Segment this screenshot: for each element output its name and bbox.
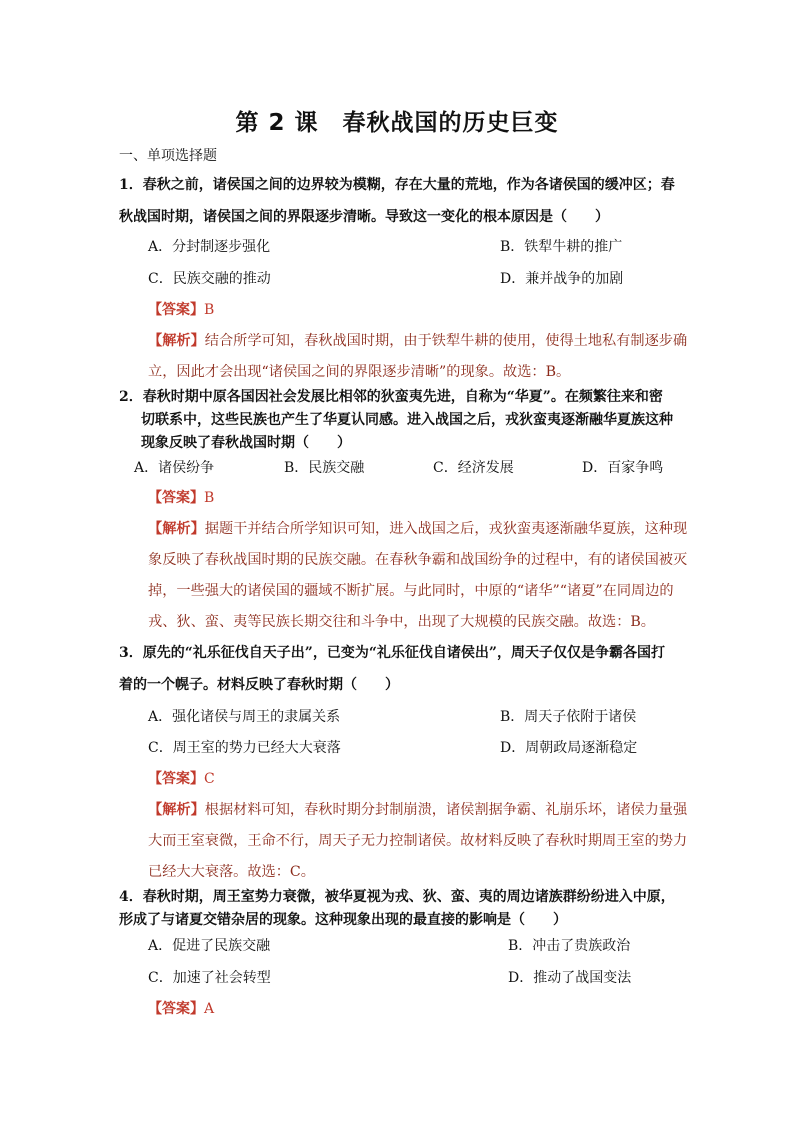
- question-1-explanation: 【解析】结合所学可知，春秋战国时期，由于铁犁牛耕的使用，使得土地私有制逐步确立，因此才会出现“诸侯国之间的界限逐步清晰”的现象。故选：B。: [148, 333, 688, 380]
- question-3-option-d: D．周朝政局逐渐稳定: [500, 740, 638, 756]
- question-4-option-d: D．推动了战国变法: [508, 970, 632, 986]
- question-4-option-a: A．促进了民族交融: [148, 938, 271, 954]
- question-4-stem: 4．春秋时期，周王室势力衰微，被华夏视为戎、狄、蛮、夷的周边诸族群纷纷进入中原， 形成了与诸夏交错杂居的现象。这种现象出现的最直接的影响是（ ）: [119, 889, 675, 928]
- page-title: 第 2 课 春秋战国的历史巨变: [235, 110, 559, 136]
- question-1-answer: 【答案】B: [148, 302, 215, 318]
- question-1-stem: 1．春秋之前，诸侯国之间的边界较为模糊，存在大量的荒地，作为各诸侯国的缓冲区；春 秋战国时期，诸侯国之间的界限逐步清晰。导致这一变化的根本原因是（ ）: [119, 177, 675, 225]
- question-4-option-c: C．加速了社会转型: [148, 970, 271, 986]
- question-2-option-c: C．经济发展: [433, 460, 514, 476]
- question-1-option-d: D．兼并战争的加剧: [500, 271, 624, 287]
- question-3-explanation: 【解析】根据材料可知，春秋时期分封制崩溃，诸侯割据争霸、礼崩乐坏，诸侯力量强大而王室衰微，王命不行，周天子无力控制诸侯。故材料反映了春秋时期周王室的势力已经大大衰落。故选：C。: [148, 802, 688, 880]
- question-2-stem: 2．春秋时期中原各国因社会发展比相邻的狄蛮夷先进，自称为“华夏”。在频繁往来和密 切联系中，这些民族也产生了华夏认同感。进入战国之后，戎狄蛮夷逐渐融华夏族这种 现象反映了春秋战国时期（ ）: [119, 389, 673, 451]
- section-heading: 一、单项选择题: [119, 148, 217, 164]
- question-3-answer: 【答案】C: [148, 771, 215, 787]
- question-2-option-a: A．诸侯纷争: [134, 460, 215, 476]
- question-3-option-b: B．周天子依附于诸侯: [500, 709, 637, 725]
- question-1-option-c: C．民族交融的推动: [148, 271, 271, 287]
- question-3-option-c: C．周王室的势力已经大大衰落: [148, 740, 341, 756]
- question-1-option-a: A．分封制逐步强化: [148, 239, 271, 255]
- question-2-option-d: D．百家争鸣: [582, 460, 664, 476]
- question-1-option-b: B．铁犁牛耕的推广: [500, 239, 623, 255]
- question-3-stem: 3．原先的“礼乐征伐自天子出”，已变为“礼乐征伐自诸侯出”，周天子仅仅是争霸各国打 着的一个幌子。材料反映了春秋时期（ ）: [119, 645, 665, 693]
- question-3-option-a: A．强化诸侯与周王的隶属关系: [148, 709, 341, 725]
- question-2-answer: 【答案】B: [148, 490, 215, 506]
- question-2-explanation: 【解析】据题干并结合所学知识可知，进入战国之后，戎狄蛮夷逐渐融华夏族，这种现象反映了春秋战国时期的民族交融。在春秋争霸和战国纷争的过程中，有的诸侯国被灭掉，一些强大的诸侯国的疆域不断扩展。与此同时，中原的“诸华”“诸夏”在同周边的戎、狄、蛮、夷等民族长期交往和斗争中，出现了大规模的民族交融。故选：B。: [148, 521, 688, 630]
- question-4-option-b: B．冲击了贵族政治: [508, 938, 631, 954]
- question-2-option-b: B．民族交融: [284, 460, 365, 476]
- question-4-answer: 【答案】A: [148, 1001, 215, 1017]
